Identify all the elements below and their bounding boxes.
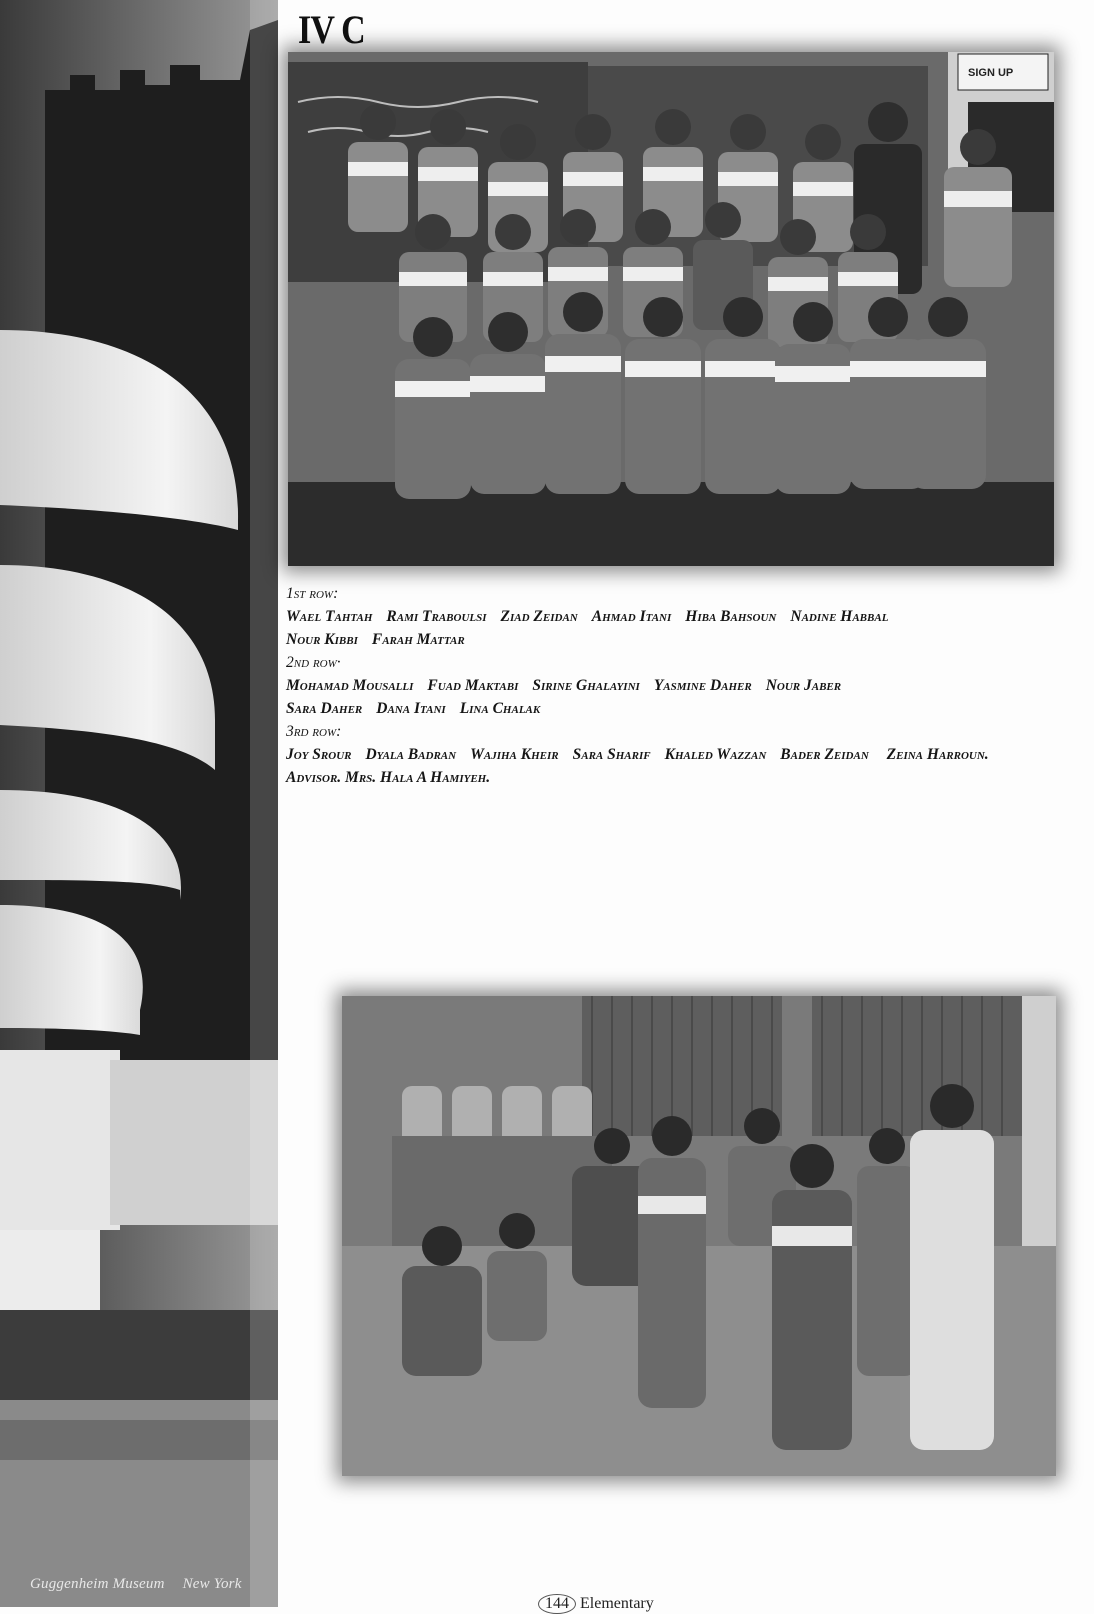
page-footer: [538, 1594, 654, 1614]
student-name: Dana Itani: [376, 700, 446, 717]
student-name: Wajiha Kheir: [470, 746, 559, 763]
advisor-name: Advisor. Mrs. Hala A Hamiyeh.: [286, 769, 491, 786]
student-name: Lina Chalak: [459, 700, 541, 717]
student-name: Dyala Badran: [365, 746, 457, 763]
section-name: Elementary: [580, 1595, 654, 1612]
page-title: IV C: [298, 7, 365, 52]
student-name: Sara Sharif: [572, 746, 651, 763]
student-name: Hiba Bahsoun: [685, 608, 777, 625]
activity-photo: [342, 996, 1056, 1476]
class-roster: [286, 582, 1081, 789]
student-name: Nour Jaber: [765, 677, 842, 694]
row1-label: 1st row:: [286, 585, 339, 602]
row1-names: [286, 605, 1081, 651]
student-name: Bader Zeidan: [780, 746, 869, 763]
student-name: Ahmad Itani: [591, 608, 672, 625]
guggenheim-photo: [0, 0, 278, 1607]
credit-place: New York: [182, 1576, 242, 1592]
student-name: Nadine Habbal: [790, 608, 889, 625]
board-sign: SIGN UP: [968, 67, 1014, 79]
student-name: Yasmine Daher: [653, 677, 752, 694]
guggenheim-illustration: [0, 0, 278, 1607]
student-name: Joy Srour: [286, 746, 352, 763]
class-group-photo: [288, 52, 1054, 566]
student-name: Sara Daher: [286, 700, 363, 717]
student-name: Wael Tahtah: [286, 608, 373, 625]
student-name: Zeina Harroun.: [886, 746, 989, 763]
row2-label: 2nd row·: [286, 654, 341, 671]
student-name: Mohamad Mousalli: [286, 677, 414, 694]
student-name: Nour Kibbi: [286, 631, 358, 648]
student-name: Ziad Zeidan: [500, 608, 578, 625]
row2-names: [286, 674, 1081, 720]
student-name: Khaled Wazzan: [664, 746, 767, 763]
student-name: Rami Traboulsi: [386, 608, 487, 625]
row3-names: [286, 743, 1081, 766]
student-name: Farah Mattar: [371, 631, 465, 648]
photo-credit: [30, 1576, 256, 1593]
activity-photo-illustration: [342, 996, 1056, 1476]
row3-label: 3rd row:: [286, 723, 342, 740]
student-name: Fuad Maktabi: [427, 677, 519, 694]
student-name: Sirine Ghalayini: [532, 677, 640, 694]
credit-name: Guggenheim Museum: [30, 1576, 165, 1592]
class-photo-illustration: [288, 52, 1054, 566]
page-number: 144: [538, 1594, 576, 1614]
